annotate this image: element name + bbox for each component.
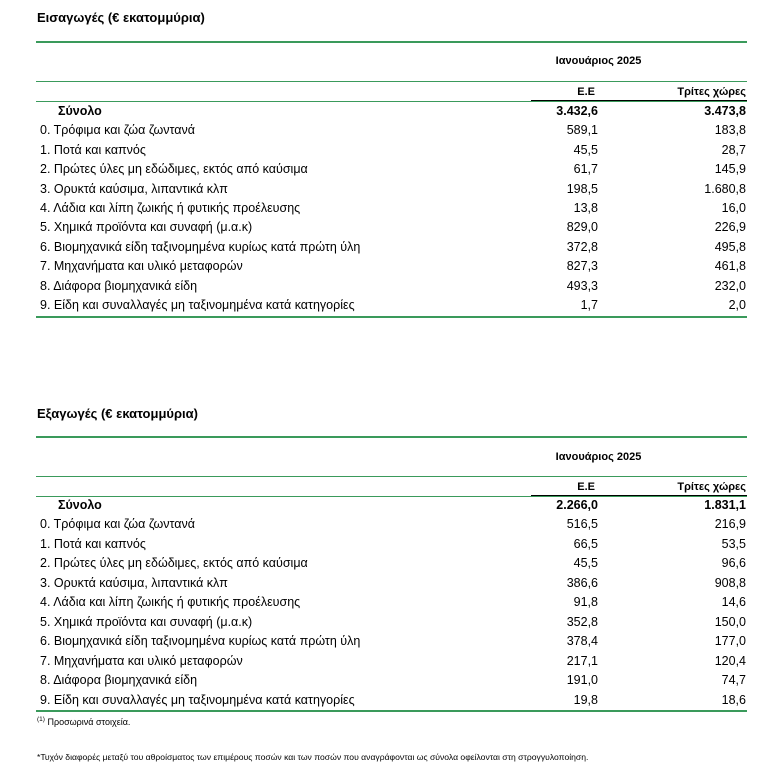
footnote-marker: (1) [37, 716, 45, 723]
table-row [36, 296, 747, 315]
row-label: 2. Πρώτες ύλες μη εδώδιμες, εκτός από καύσιμα [40, 162, 308, 176]
row-label: 7. Μηχανήματα και υλικό μεταφορών [40, 259, 243, 273]
footnote-text: Προσωρινά στοιχεία. [47, 717, 131, 727]
table-row [36, 574, 747, 593]
table-row [36, 535, 747, 554]
row-label: 2. Πρώτες ύλες μη εδώδιμες, εκτός από καύσιμα [40, 556, 308, 570]
row-value-third: 232,0 [714, 279, 746, 293]
exports-period: Ιανουάριος 2025 [555, 451, 642, 463]
row-label: 6. Βιομηχανικά είδη ταξινομημένα κυρίως κατά πρώτη ύλη [40, 634, 361, 648]
row-value-third: 16,0 [721, 201, 746, 215]
table-row [36, 515, 747, 534]
exports-top-rule [36, 436, 747, 438]
row-value-eu: 1,7 [580, 298, 598, 312]
imports-col-third: Τρίτες χώρες [677, 86, 746, 98]
row-value-eu: 829,0 [566, 220, 598, 234]
row-value-third: 177,0 [714, 634, 746, 648]
table-row [36, 613, 747, 632]
table-row [36, 121, 747, 140]
imports-total-row [36, 102, 747, 121]
row-value-eu: 61,7 [573, 162, 598, 176]
row-label: 3. Ορυκτά καύσιμα, λιπαντικά κλπ [40, 182, 228, 196]
row-label: Σύνολο [58, 104, 102, 118]
row-value-eu: 3.432,6 [556, 104, 598, 118]
imports-col-eu: Ε.Ε [577, 86, 595, 98]
row-value-eu: 198,5 [566, 182, 598, 196]
exports-total-row [36, 496, 747, 515]
row-value-third: 908,8 [714, 576, 746, 590]
row-value-eu: 378,4 [566, 634, 598, 648]
row-value-eu: 352,8 [566, 615, 598, 629]
row-value-third: 183,8 [714, 123, 746, 137]
table-row [36, 180, 747, 199]
provisional-footnote [37, 716, 130, 727]
imports-header-rule [36, 81, 747, 82]
exports-header-rule [36, 476, 747, 477]
exports-title: Εξαγωγές (€ εκατομμύρια) [37, 406, 198, 421]
row-value-third: 96,6 [721, 556, 746, 570]
row-value-eu: 45,5 [573, 143, 598, 157]
table-row [36, 238, 747, 257]
row-value-eu: 45,5 [573, 556, 598, 570]
row-label: 5. Χημικά προϊόντα και συναφή (μ.α.κ) [40, 615, 253, 629]
row-value-eu: 13,8 [573, 201, 598, 215]
row-value-third: 216,9 [714, 517, 746, 531]
row-value-third: 14,6 [721, 595, 746, 609]
table-row [36, 652, 747, 671]
row-value-third: 53,5 [721, 537, 746, 551]
row-value-eu: 386,6 [566, 576, 598, 590]
row-label: 3. Ορυκτά καύσιμα, λιπαντικά κλπ [40, 576, 228, 590]
rounding-footnote: *Τυχόν διαφορές μεταξύ του αθροίσματος των επιμέρους ποσών και των ποσών που αναγράφονται ως σύνολα οφείλονται στη στρογγυλοποίηση. [37, 752, 589, 762]
row-value-eu: 19,8 [573, 693, 598, 707]
row-value-eu: 589,1 [566, 123, 598, 137]
table-row [36, 671, 747, 690]
row-value-eu: 191,0 [566, 673, 598, 687]
exports-col-third: Τρίτες χώρες [677, 481, 746, 493]
row-label: 0. Τρόφιμα και ζώα ζωντανά [40, 123, 196, 137]
row-value-third: 74,7 [721, 673, 746, 687]
table-row [36, 199, 747, 218]
row-value-third: 18,6 [721, 693, 746, 707]
row-label: 6. Βιομηχανικά είδη ταξινομημένα κυρίως κατά πρώτη ύλη [40, 240, 361, 254]
row-label: 0. Τρόφιμα και ζώα ζωντανά [40, 517, 196, 531]
row-value-third: 3.473,8 [704, 104, 746, 118]
row-label: 5. Χημικά προϊόντα και συναφή (μ.α.κ) [40, 220, 253, 234]
row-value-third: 1.680,8 [704, 182, 746, 196]
row-value-third: 1.831,1 [704, 498, 746, 512]
exports-bottom-rule [36, 710, 747, 712]
row-label: 7. Μηχανήματα και υλικό μεταφορών [40, 654, 243, 668]
row-value-third: 120,4 [714, 654, 746, 668]
row-label: 4. Λάδια και λίπη ζωικής ή φυτικής προέλευσης [40, 595, 301, 609]
row-value-third: 226,9 [714, 220, 746, 234]
row-value-eu: 91,8 [573, 595, 598, 609]
row-value-eu: 217,1 [566, 654, 598, 668]
row-value-eu: 516,5 [566, 517, 598, 531]
table-row [36, 593, 747, 612]
row-value-eu: 2.266,0 [556, 498, 598, 512]
row-value-third: 145,9 [714, 162, 746, 176]
row-value-eu: 493,3 [566, 279, 598, 293]
row-label: 9. Είδη και συναλλαγές μη ταξινομημένα κατά κατηγορίες [40, 693, 355, 707]
row-label: 8. Διάφορα βιομηχανικά είδη [40, 673, 198, 687]
row-label: 1. Ποτά και καπνός [40, 143, 146, 157]
table-row [36, 632, 747, 651]
table-row [36, 160, 747, 179]
row-label: 1. Ποτά και καπνός [40, 537, 146, 551]
row-value-third: 461,8 [714, 259, 746, 273]
table-row [36, 218, 747, 237]
row-label: 9. Είδη και συναλλαγές μη ταξινομημένα κατά κατηγορίες [40, 298, 355, 312]
row-value-third: 150,0 [714, 615, 746, 629]
row-value-third: 28,7 [721, 143, 746, 157]
table-row [36, 141, 747, 160]
imports-bottom-rule [36, 316, 747, 318]
exports-col-eu: Ε.Ε [577, 481, 595, 493]
imports-period: Ιανουάριος 2025 [555, 55, 642, 67]
table-row [36, 257, 747, 276]
imports-top-rule [36, 41, 747, 43]
row-value-eu: 66,5 [573, 537, 598, 551]
row-label: Σύνολο [58, 498, 102, 512]
row-label: 4. Λάδια και λίπη ζωικής ή φυτικής προέλευσης [40, 201, 301, 215]
table-row [36, 691, 747, 710]
row-value-eu: 827,3 [566, 259, 598, 273]
row-value-third: 2,0 [728, 298, 746, 312]
table-row [36, 554, 747, 573]
row-label: 8. Διάφορα βιομηχανικά είδη [40, 279, 198, 293]
table-row [36, 277, 747, 296]
row-value-eu: 372,8 [566, 240, 598, 254]
imports-title: Εισαγωγές (€ εκατομμύρια) [37, 10, 205, 25]
row-value-third: 495,8 [714, 240, 746, 254]
